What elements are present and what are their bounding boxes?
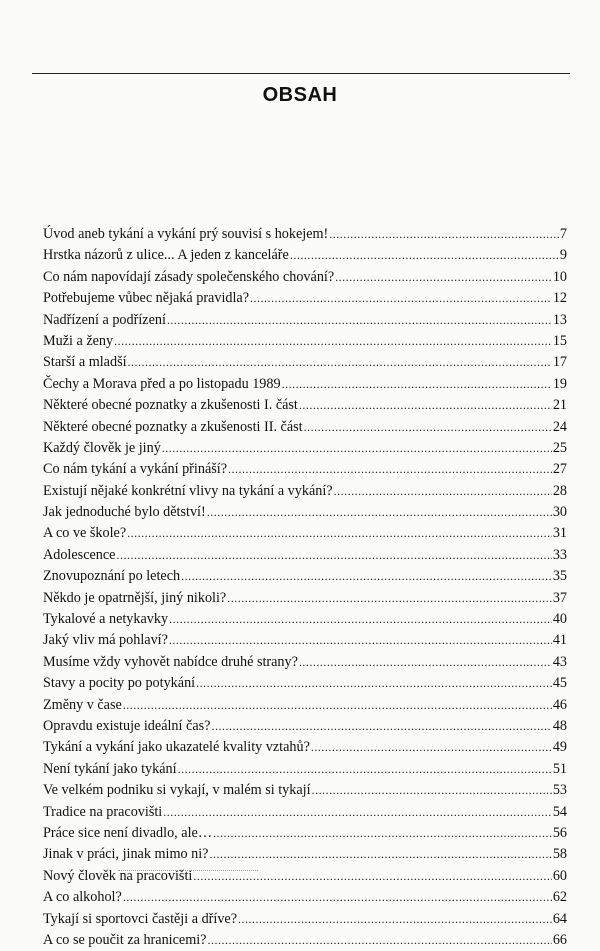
- toc-entry-title: Čechy a Morava před a po listopadu 1989: [43, 375, 281, 392]
- toc-entry: [43, 331, 567, 352]
- toc-entry-title: A co se poučit za hranicemi?: [43, 931, 207, 948]
- toc-entry-page: 33: [552, 546, 567, 563]
- toc-entry-page: 31: [552, 525, 567, 542]
- toc-entry-page: 66: [552, 931, 567, 948]
- toc-entry: [43, 887, 567, 908]
- table-of-contents: [43, 224, 567, 951]
- toc-entry-title: Některé obecné poznatky a zkušenosti II. část: [43, 418, 303, 435]
- toc-entry: [43, 545, 567, 566]
- toc-entry: [43, 909, 567, 930]
- toc-entry-page: 30: [552, 504, 567, 521]
- toc-entry-title: Někdo je opatrnější, jiný nikoli?: [43, 589, 227, 606]
- toc-entry-title: Potřebujeme vůbec nějaká pravidla?: [43, 290, 250, 307]
- toc-entry-title: Stavy a pocity po potykání: [43, 675, 196, 692]
- toc-entry: [43, 588, 567, 609]
- toc-entry-title: Starší a mladší: [43, 354, 127, 371]
- toc-entry-title: Jak jednoduché bylo dětství!: [43, 504, 206, 521]
- toc-leader-dots: [163, 802, 552, 823]
- toc-entry: [43, 288, 567, 309]
- toc-leader-dots: [193, 866, 551, 887]
- toc-leader-dots: [116, 545, 551, 566]
- toc-entry: [43, 417, 567, 438]
- toc-entry-page: 62: [552, 889, 567, 906]
- toc-entry: [43, 823, 567, 844]
- toc-entry: [43, 438, 567, 459]
- toc-entry-page: 37: [552, 589, 567, 606]
- toc-entry-title: Opravdu existuje ideální čas?: [43, 717, 211, 734]
- toc-entry-title: Každý člověk je jiný: [43, 439, 161, 456]
- footer-smudge: [118, 870, 258, 872]
- toc-entry: [43, 780, 567, 801]
- toc-entry-title: A co alkohol?: [43, 889, 122, 906]
- toc-entry: [43, 502, 567, 523]
- toc-entry: [43, 802, 567, 823]
- toc-entry-title: Hrstka názorů z ulice... A jeden z kanceláře: [43, 247, 289, 264]
- toc-entry-title: Tradice na pracovišti: [43, 803, 163, 820]
- toc-entry: [43, 716, 567, 737]
- toc-entry-title: Znovupoznání po letech: [43, 568, 181, 585]
- toc-entry-page: 41: [552, 632, 567, 649]
- toc-leader-dots: [312, 780, 552, 801]
- toc-entry-page: 40: [552, 611, 567, 628]
- toc-leader-dots: [304, 417, 552, 438]
- toc-entry-page: 48: [552, 717, 567, 734]
- toc-entry-page: 45: [552, 675, 567, 692]
- header-rule: [32, 73, 570, 74]
- toc-leader-dots: [128, 352, 552, 373]
- toc-leader-dots: [123, 887, 552, 908]
- toc-entry-page: 17: [552, 354, 567, 371]
- toc-leader-dots: [114, 331, 552, 352]
- toc-entry: [43, 523, 567, 544]
- toc-entry-page: 21: [552, 397, 567, 414]
- toc-entry: [43, 930, 567, 951]
- toc-entry-page: 15: [552, 332, 567, 349]
- toc-entry: [43, 374, 567, 395]
- toc-entry-page: 46: [552, 696, 567, 713]
- toc-entry: [43, 737, 567, 758]
- toc-entry-page: 24: [552, 418, 567, 435]
- toc-entry-page: 56: [552, 824, 567, 841]
- toc-entry: [43, 481, 567, 502]
- toc-leader-dots: [299, 395, 552, 416]
- toc-leader-dots: [123, 695, 552, 716]
- toc-entry-title: A co ve škole?: [43, 525, 127, 542]
- toc-entry-page: 10: [552, 268, 567, 285]
- toc-leader-dots: [250, 288, 552, 309]
- toc-entry: [43, 245, 567, 266]
- toc-entry: [43, 395, 567, 416]
- toc-entry-title: Existují nějaké konkrétní vlivy na tykání a vykání?: [43, 482, 333, 499]
- toc-entry: [43, 566, 567, 587]
- toc-entry-title: Muži a ženy: [43, 332, 114, 349]
- toc-entry-title: Co nám tykání a vykání přináší?: [43, 461, 228, 478]
- toc-leader-dots: [169, 609, 552, 630]
- toc-leader-dots: [207, 930, 551, 951]
- toc-leader-dots: [167, 310, 552, 331]
- toc-entry-page: 49: [552, 739, 567, 756]
- toc-leader-dots: [329, 224, 559, 245]
- toc-entry-page: 7: [559, 226, 567, 242]
- toc-entry-page: 60: [552, 867, 567, 884]
- toc-leader-dots: [282, 374, 552, 395]
- toc-entry: [43, 759, 567, 780]
- toc-entry: [43, 652, 567, 673]
- toc-entry-title: Ve velkém podniku si vykají, v malém si tykají: [43, 782, 311, 799]
- toc-leader-dots: [335, 267, 552, 288]
- toc-entry-page: 27: [552, 461, 567, 478]
- toc-leader-dots: [227, 588, 552, 609]
- toc-leader-dots: [196, 673, 552, 694]
- toc-entry-page: 54: [552, 803, 567, 820]
- toc-entry: [43, 866, 567, 887]
- toc-leader-dots: [127, 523, 552, 544]
- toc-leader-dots: [228, 459, 552, 480]
- toc-entry-title: Adolescence: [43, 546, 116, 563]
- toc-entry-title: Tykání a vykání jako ukazatelé kvality vztahů?: [43, 739, 310, 756]
- toc-entry-page: 64: [552, 910, 567, 927]
- toc-entry-title: Musíme vždy vyhovět nabídce druhé strany?: [43, 653, 298, 670]
- toc-leader-dots: [238, 909, 552, 930]
- toc-leader-dots: [207, 502, 552, 523]
- toc-entry-title: Práce sice není divadlo, ale…: [43, 824, 213, 841]
- toc-leader-dots: [211, 716, 551, 737]
- toc-entry-page: 12: [552, 290, 567, 307]
- toc-entry-title: Jinak v práci, jinak mimo ni?: [43, 846, 209, 863]
- toc-entry-page: 9: [559, 247, 567, 264]
- toc-entry-page: 25: [552, 439, 567, 456]
- toc-entry-page: 51: [552, 760, 567, 777]
- toc-entry-title: Úvod aneb tykání a vykání prý souvisí s hokejem!: [43, 226, 329, 242]
- toc-entry-title: Tykalové a netykavky: [43, 611, 169, 628]
- toc-leader-dots: [299, 652, 552, 673]
- toc-leader-dots: [209, 844, 551, 865]
- toc-leader-dots: [162, 438, 552, 459]
- toc-entry: [43, 673, 567, 694]
- page-title: OBSAH: [262, 84, 338, 106]
- toc-entry: [43, 609, 567, 630]
- toc-entry-title: Některé obecné poznatky a zkušenosti I. část: [43, 397, 298, 414]
- toc-leader-dots: [334, 481, 552, 502]
- toc-entry: [43, 224, 567, 245]
- toc-entry-title: Co nám napovídají zásady společenského chování?: [43, 268, 335, 285]
- toc-leader-dots: [311, 737, 552, 758]
- toc-entry-title: Nadřízení a podřízení: [43, 311, 166, 328]
- toc-entry-page: 19: [552, 375, 567, 392]
- toc-entry: [43, 267, 567, 288]
- toc-entry-page: 13: [552, 311, 567, 328]
- toc-entry-page: 43: [552, 653, 567, 670]
- toc-entry-title: Nový člověk na pracovišti: [43, 867, 193, 884]
- toc-entry-title: Jaký vliv má pohlaví?: [43, 632, 168, 649]
- toc-entry-page: 28: [552, 482, 567, 499]
- toc-entry: [43, 630, 567, 651]
- toc-leader-dots: [213, 823, 552, 844]
- toc-leader-dots: [169, 630, 552, 651]
- toc-entry-title: Tykají si sportovci častěji a dříve?: [43, 910, 238, 927]
- toc-entry-title: Změny v čase: [43, 696, 122, 713]
- toc-leader-dots: [181, 566, 552, 587]
- toc-leader-dots: [178, 759, 552, 780]
- toc-leader-dots: [290, 245, 559, 266]
- toc-entry: [43, 695, 567, 716]
- toc-entry-page: 53: [552, 782, 567, 799]
- toc-entry: [43, 459, 567, 480]
- toc-entry: [43, 310, 567, 331]
- toc-entry: [43, 844, 567, 865]
- toc-entry: [43, 352, 567, 373]
- toc-entry-title: Není tykání jako tykání: [43, 760, 177, 777]
- toc-entry-page: 35: [552, 568, 567, 585]
- toc-entry-page: 58: [552, 846, 567, 863]
